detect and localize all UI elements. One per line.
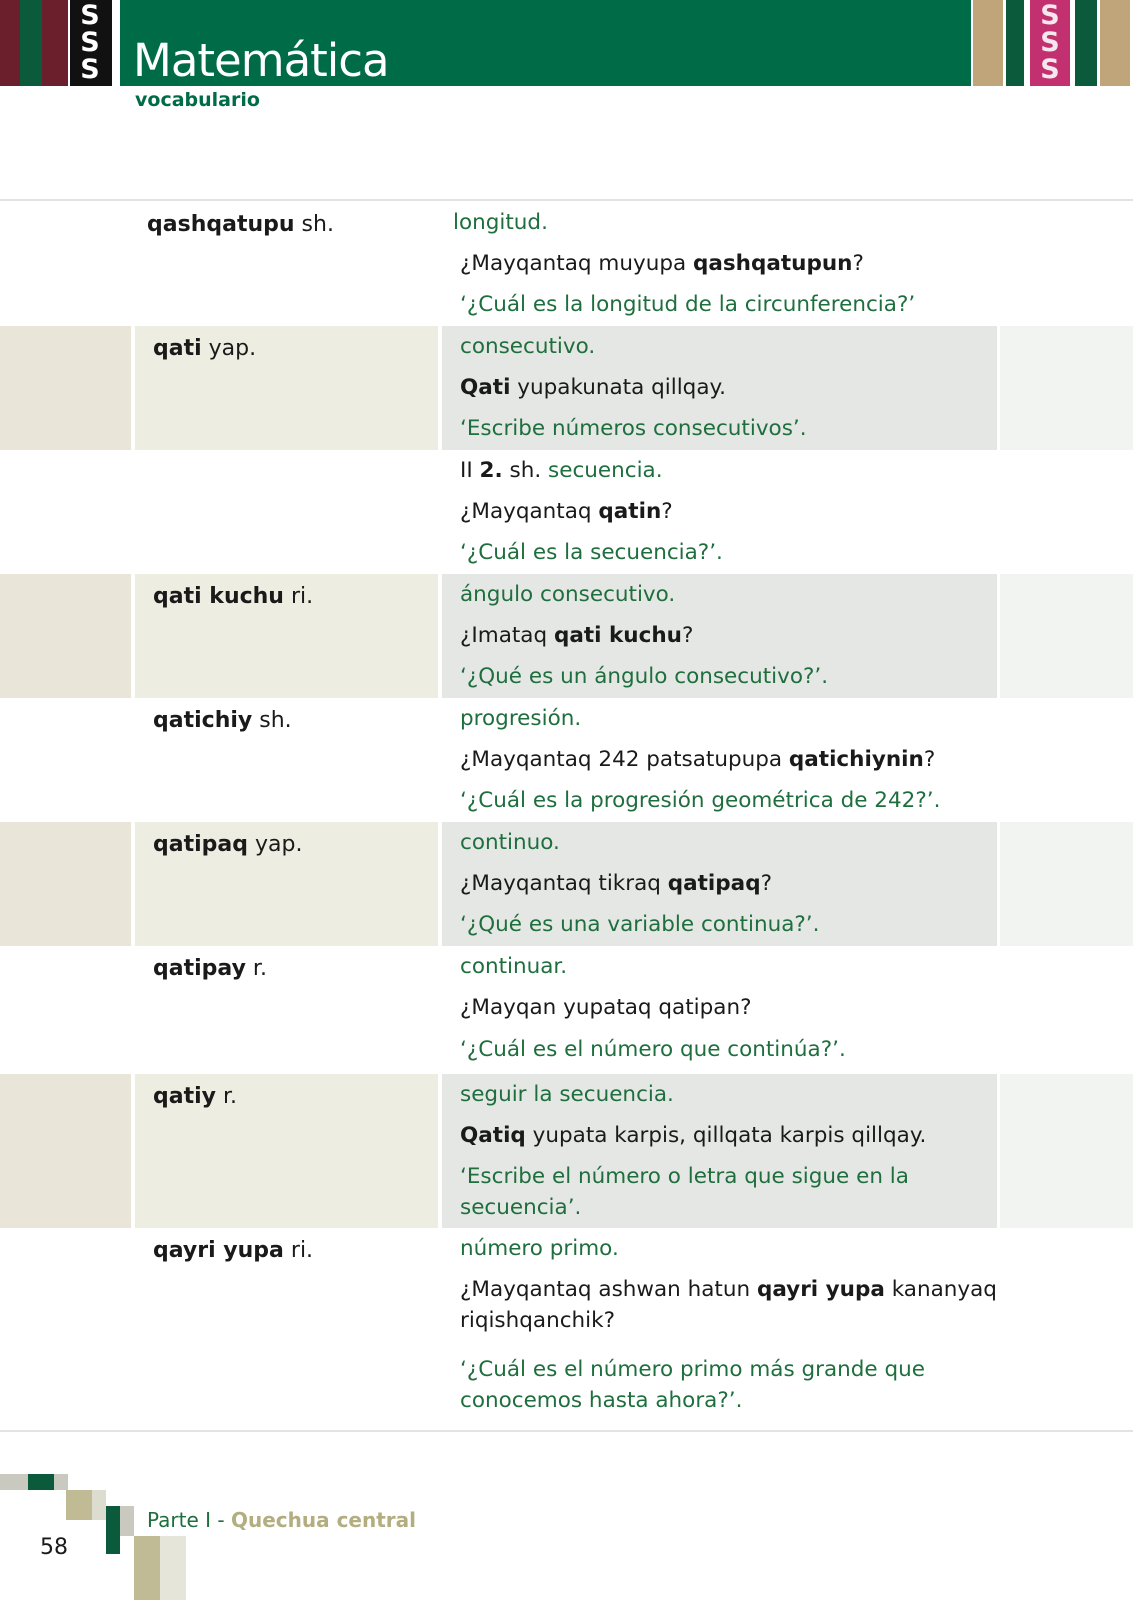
- entry-example: ¿Mayqan yupataq qatipan?: [460, 995, 752, 1020]
- footer-part-label: [147, 1508, 416, 1532]
- vocab-entry: [0, 450, 1133, 574]
- entry-definition: longitud.: [453, 210, 548, 235]
- page-number: 58: [40, 1535, 68, 1560]
- footer-part-name: Quechua central: [230, 1508, 417, 1532]
- entry-definition: progresión.: [460, 706, 582, 731]
- page-header: [0, 0, 1133, 86]
- vocab-entry: [0, 202, 1133, 326]
- entry-term: qati yap.: [153, 336, 257, 361]
- entry-term: qatipaq yap.: [153, 832, 303, 857]
- entry-definition: continuo.: [460, 830, 560, 855]
- entry-translation: ‘¿Cuál es la secuencia?’.: [460, 540, 723, 565]
- entry-translation: ‘Escribe números consecutivos’.: [460, 416, 807, 441]
- header-gap: [112, 0, 120, 86]
- row-band: [1000, 822, 1133, 946]
- entry-example: ¿Mayqantaq tikraq qatipaq?: [460, 871, 773, 896]
- entry-translation: ‘¿Qué es una variable continua?’.: [460, 912, 820, 937]
- entry-example: ¿Imataq qati kuchu?: [460, 623, 694, 648]
- entry-definition: seguir la secuencia.: [460, 1082, 674, 1107]
- entry-translation-line: ‘¿Cuál es el número primo más grande que: [460, 1357, 925, 1382]
- entry-translation: ‘¿Qué es un ángulo consecutivo?’.: [460, 664, 829, 689]
- vocab-entry: [0, 698, 1133, 822]
- entry-example: ¿Mayqantaq qatin?: [460, 499, 673, 524]
- header-stripe: [1075, 0, 1097, 86]
- entry-translation: ‘¿Cuál es la longitud de la circunferencia?’: [460, 292, 916, 317]
- entry-definition: continuar.: [460, 954, 568, 979]
- entry-term: qatipay r.: [153, 956, 267, 981]
- row-band: [0, 822, 131, 946]
- entry-translation-line: conocemos hasta ahora?’.: [460, 1388, 743, 1413]
- entry-term: qashqatupu sh.: [147, 212, 334, 237]
- entry-translation: ‘¿Cuál es la progresión geométrica de 242?’.: [460, 788, 941, 813]
- row-band: [0, 326, 131, 450]
- entry-translation-line: ‘Escribe el número o letra que sigue en la: [460, 1164, 909, 1189]
- vocab-entry: [0, 1074, 1133, 1228]
- woven-pattern-icon: S S S: [70, 0, 112, 86]
- entry-example-line: riqishqanchik?: [460, 1308, 615, 1333]
- header-stripe: [973, 0, 1003, 86]
- entry-term: qayri yupa ri.: [153, 1238, 314, 1263]
- table-top-rule: [0, 199, 1133, 201]
- vocab-entry: [0, 1228, 1133, 1428]
- vocab-entry: [0, 822, 1133, 946]
- entry-translation-line: secuencia’.: [460, 1195, 582, 1220]
- footer-part: Parte I -: [147, 1508, 231, 1532]
- header-stripe: [20, 0, 42, 86]
- header-stripe: [42, 0, 68, 86]
- entry-definition: ángulo consecutivo.: [460, 582, 676, 607]
- entry-example: ¿Mayqantaq muyupa qashqatupun?: [460, 251, 864, 276]
- entry-definition: número primo.: [460, 1236, 619, 1261]
- header-stripe: [1006, 0, 1024, 86]
- vocab-entry: [0, 946, 1133, 1074]
- entry-sense-definition: II 2. sh. secuencia.: [460, 458, 663, 483]
- row-band: [1000, 326, 1133, 450]
- entry-example: Qatiq yupata karpis, qillqata karpis qillqay.: [460, 1123, 927, 1148]
- vocab-entry: [0, 574, 1133, 698]
- row-band: [1000, 574, 1133, 698]
- entry-term: qati kuchu ri.: [153, 584, 314, 609]
- entry-example: ¿Mayqantaq 242 patsatupupa qatichiynin?: [460, 747, 936, 772]
- page-subtitle: vocabulario: [135, 89, 260, 111]
- page-title: Matemática: [133, 34, 389, 87]
- header-stripe: [1100, 0, 1130, 86]
- entry-translation: ‘¿Cuál es el número que continúa?’.: [460, 1037, 846, 1062]
- entry-term: qatichiy sh.: [153, 708, 292, 733]
- row-band: [1000, 1074, 1133, 1228]
- woven-pattern-icon: S S S: [1030, 0, 1070, 86]
- row-band: [0, 1074, 131, 1228]
- vocab-entry: [0, 326, 1133, 450]
- table-bottom-rule: [0, 1430, 1133, 1432]
- entry-example-line: ¿Mayqantaq ashwan hatun qayri yupa kananyaq: [460, 1277, 997, 1302]
- header-stripe: [0, 0, 20, 86]
- entry-definition: consecutivo.: [460, 334, 596, 359]
- row-band: [0, 574, 131, 698]
- entry-term: qatiy r.: [153, 1084, 238, 1109]
- entry-example: Qati yupakunata qillqay.: [460, 375, 726, 400]
